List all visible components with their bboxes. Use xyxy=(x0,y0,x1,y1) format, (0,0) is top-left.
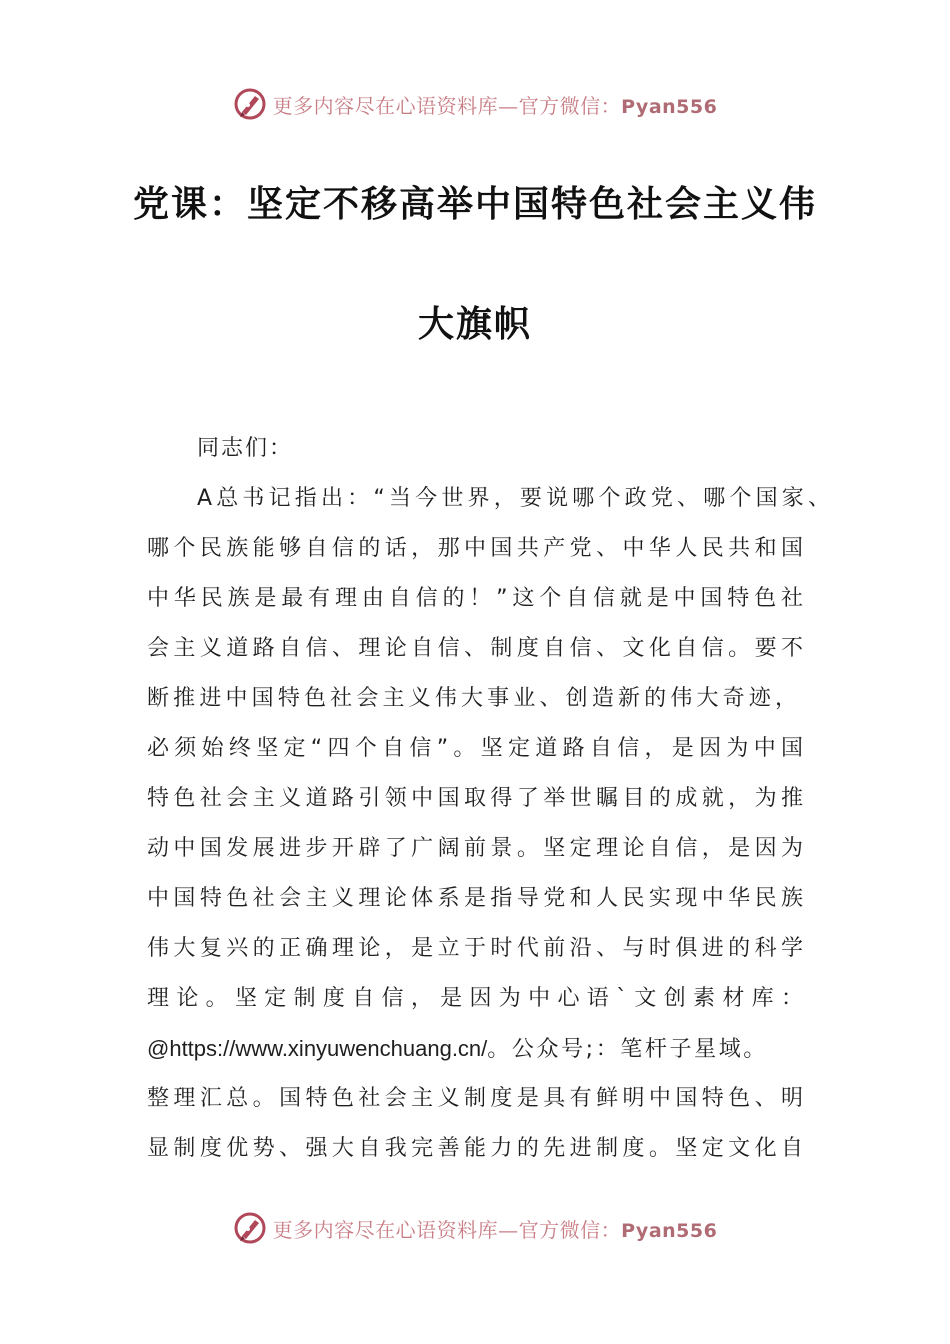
pen-logo-icon xyxy=(233,1211,267,1245)
source-note: 。公众号;：笔杆子星域。 xyxy=(487,1037,768,1062)
paragraph-line: 必须始终坚定“四个自信”。坚定道路自信，是因为中国 xyxy=(147,736,803,761)
paragraph-line: 中国特色社会主义理论体系是指导党和人民实现中华民族 xyxy=(147,886,803,911)
paragraph-line: 中华民族是最有理由自信的！”这个自信就是中国特色社 xyxy=(147,586,803,611)
paragraph-line: 会主义道路自信、理论自信、制度自信、文化自信。要不 xyxy=(147,636,803,661)
paragraph-line: 显制度优势、强大自我完善能力的先进制度。坚定文化自 xyxy=(147,1136,803,1161)
paragraph-line: 整理汇总。国特色社会主义制度是具有鲜明中国特色、明 xyxy=(147,1086,803,1111)
pen-logo-icon xyxy=(233,87,267,121)
banner-text: 更多内容尽在心语资料库—官方微信：Pyan556 xyxy=(272,93,718,118)
paragraph-line: 伟大复兴的正确理论，是立于时代前沿、与时俱进的科学 xyxy=(147,936,803,961)
paragraph-line: 断推进中国特色社会主义伟大事业、创造新的伟大奇迹， xyxy=(147,686,797,711)
salutation: 同志们： xyxy=(197,436,294,461)
wechat-id: Pyan556 xyxy=(621,95,718,118)
page-title-line-2: 大旗帜 xyxy=(417,304,532,345)
paragraph-line: 特色社会主义道路引领中国取得了举世瞩目的成就，为推 xyxy=(147,786,803,811)
source-url: @https://www.xinyuwenchuang.cn/ xyxy=(147,1036,488,1061)
paragraph-line: 哪个民族能够自信的话，那中国共产党、中华人民共和国 xyxy=(147,536,803,561)
page-title-line-1: 党课：坚定不移高举中国特色社会主义伟 xyxy=(132,184,817,225)
banner-text: 更多内容尽在心语资料库—官方微信：Pyan556 xyxy=(272,1217,718,1242)
paragraph-line: 理论。坚定制度自信，是因为中心语`文创素材库： xyxy=(147,986,803,1011)
footer-banner xyxy=(0,1208,950,1248)
paragraph-line xyxy=(147,1029,837,1069)
wechat-id: Pyan556 xyxy=(621,1219,718,1242)
paragraph-line: A总书记指出：“当今世界，要说哪个政党、哪个国家、 xyxy=(197,486,830,511)
header-banner xyxy=(0,84,950,124)
paragraph-line: 动中国发展进步开辟了广阔前景。坚定理论自信，是因为 xyxy=(147,836,803,861)
